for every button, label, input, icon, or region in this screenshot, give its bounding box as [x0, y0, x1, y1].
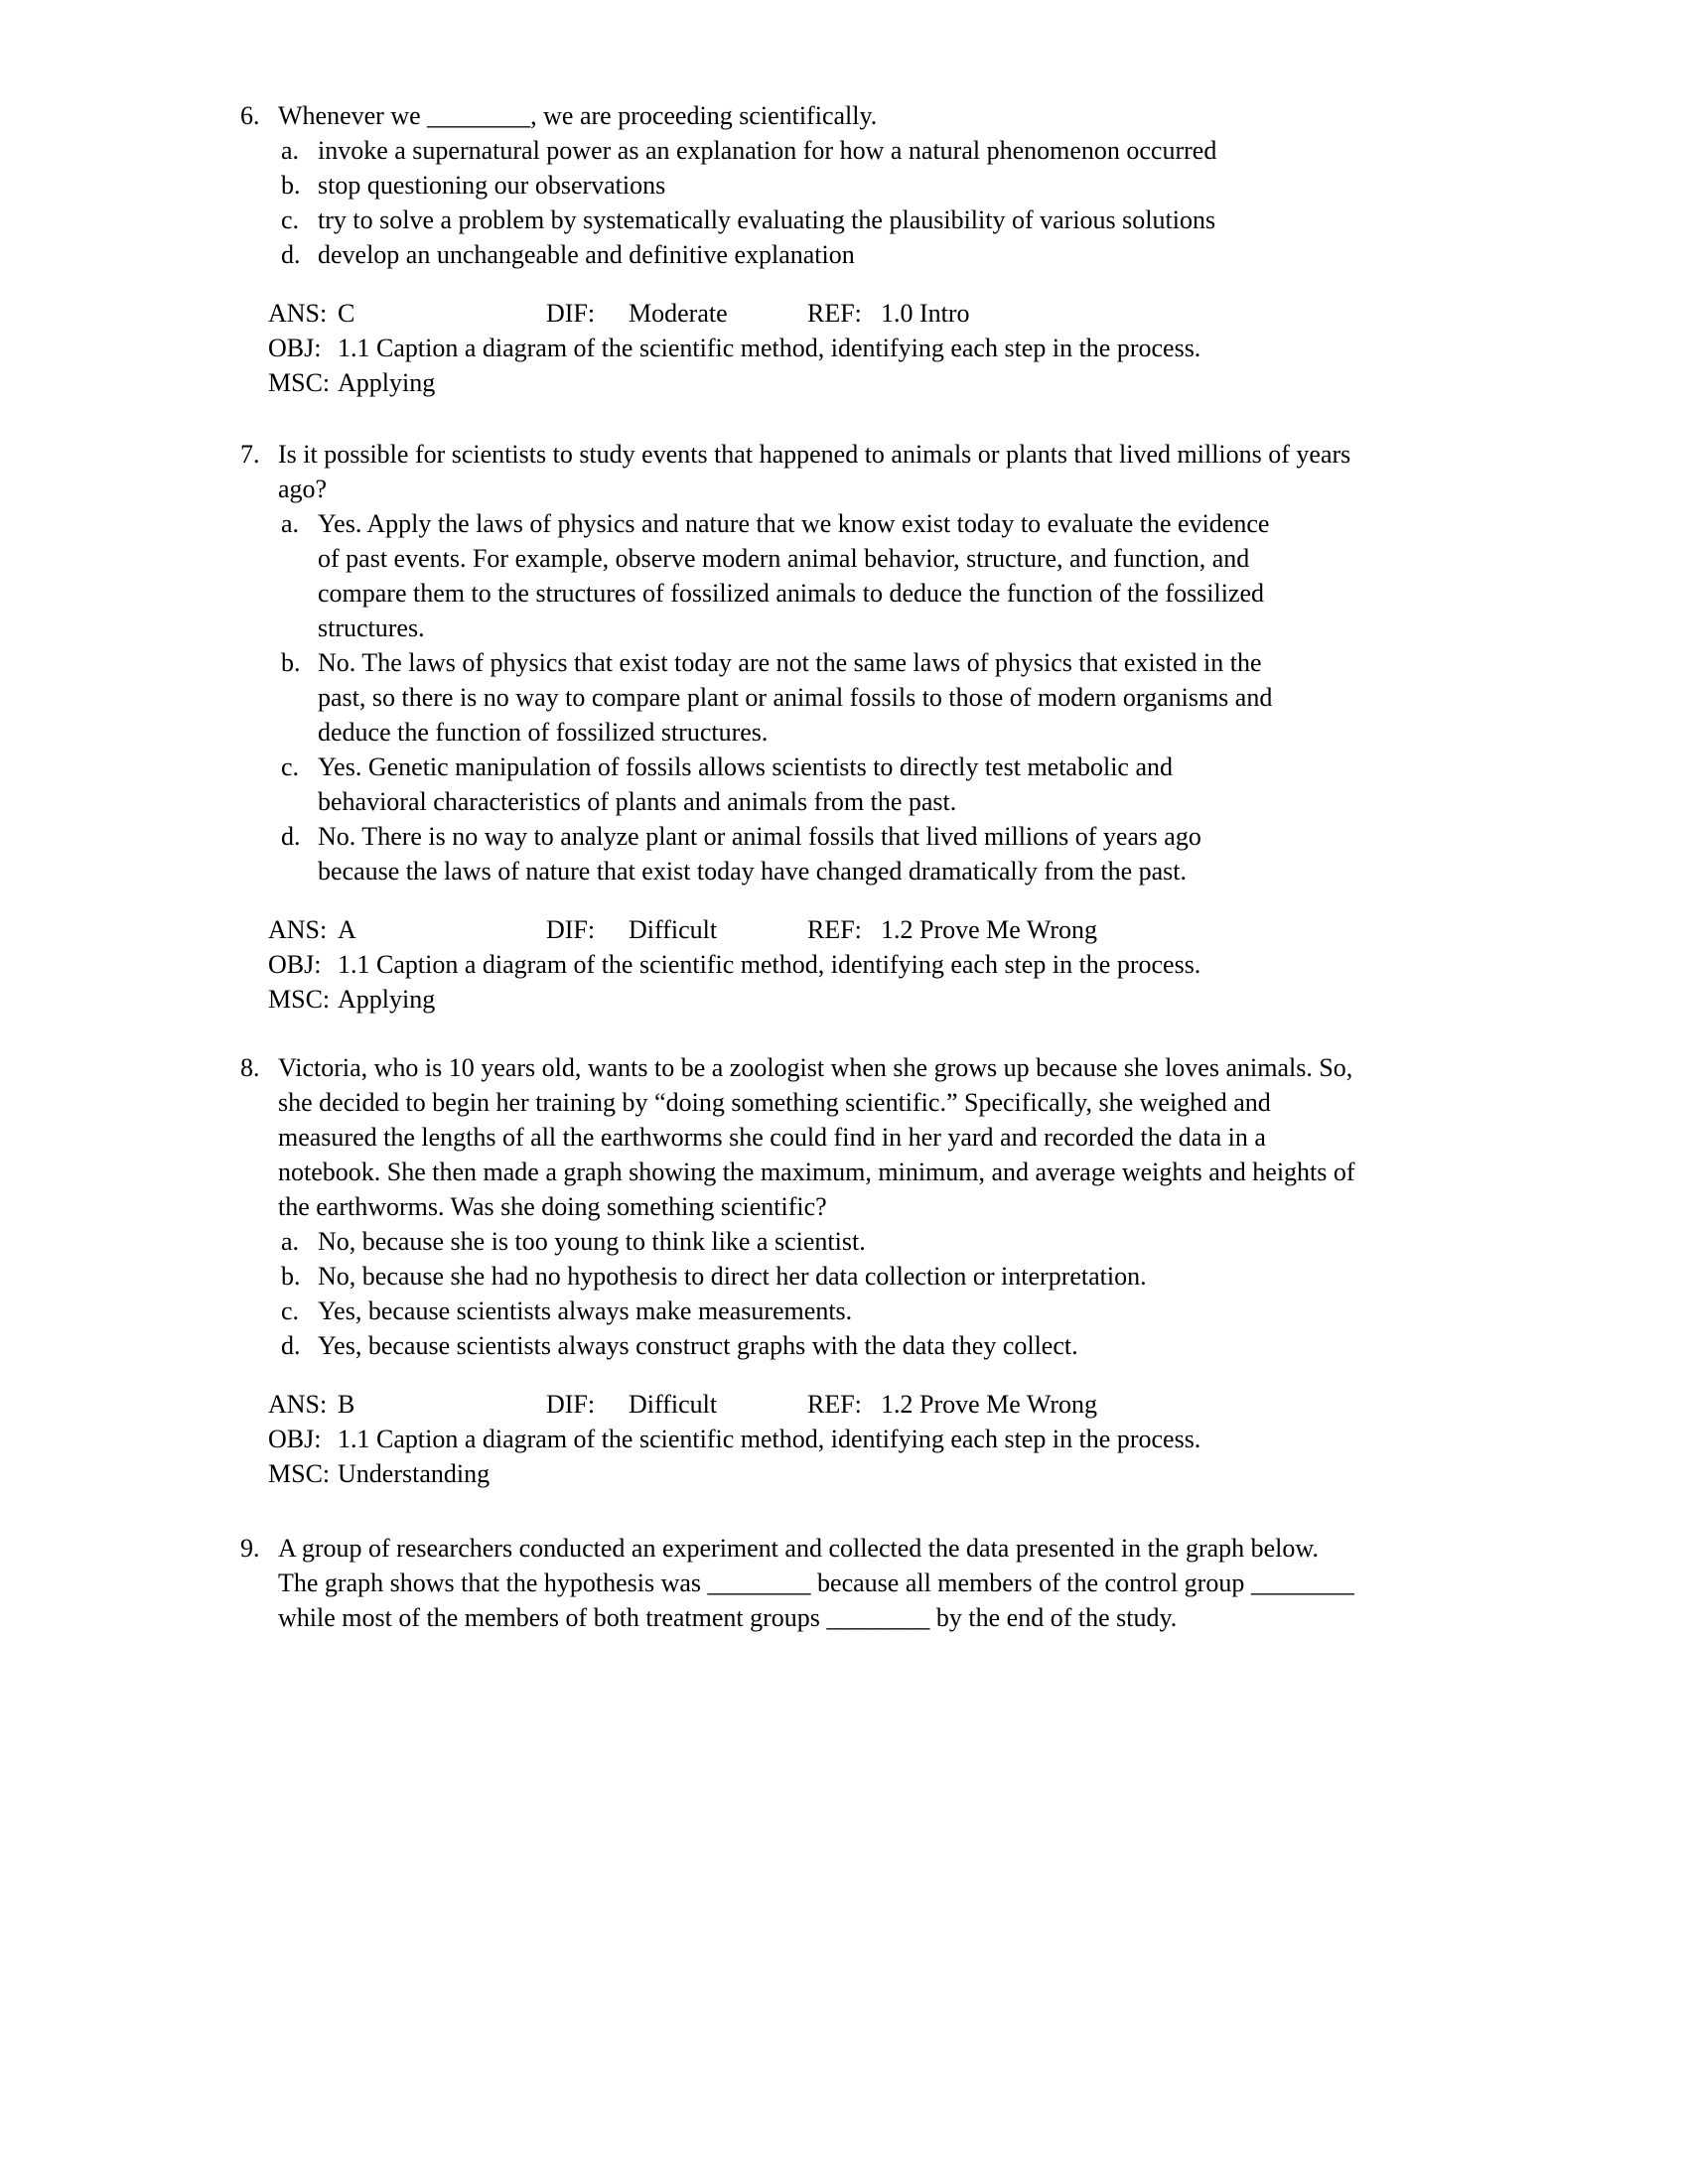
question-text-line: measured the lengths of all the earthworms she could find in her yard and recorded the data in a [278, 1123, 1266, 1152]
ref-label: REF: [807, 299, 862, 328]
dif-value: Difficult [629, 915, 718, 944]
question-number: 7. [240, 440, 260, 469]
question-text-line: Whenever we ________, we are proceeding scientifically. [278, 101, 878, 130]
question-first-line [240, 437, 1571, 472]
option-text-line: No. There is no way to analyze plant or animal fossils that lived millions of years ago [318, 822, 1201, 851]
option-row [240, 237, 1571, 272]
option-letter: a. [281, 136, 300, 165]
question-text-line: notebook. She then made a graph showing the maximum, minimum, and average weights and heights of [278, 1158, 1355, 1186]
msc-row [240, 1456, 1571, 1491]
ref-value: 1.2 Prove Me Wrong [881, 915, 1098, 944]
msc-row [240, 365, 1571, 400]
option-row [240, 506, 1571, 541]
option-text-line: deduce the function of fossilized structures. [318, 718, 769, 747]
question-block [240, 98, 1571, 400]
option-text-line: compare them to the structures of fossilized animals to deduce the function of the fossilized [318, 579, 1265, 608]
question-text-line: Victoria, who is 10 years old, wants to be a zoologist when she grows up because she loves animals. So, [278, 1053, 1353, 1082]
question-text-line: ago? [278, 475, 328, 503]
dif-label: DIF: [546, 915, 596, 944]
option-text-line: No. The laws of physics that exist today are not the same laws of physics that existed in the [318, 648, 1262, 677]
question-text-line: the earthworms. Was she doing something scientific? [278, 1192, 827, 1221]
option-text-line: past, so there is no way to compare plant or animal fossils to those of modern organisms and [318, 683, 1273, 712]
msc-label: MSC: [268, 1459, 331, 1488]
dif-value: Moderate [629, 299, 728, 328]
obj-value: 1.1 Caption a diagram of the scientific method, identifying each step in the process. [338, 334, 1201, 362]
dif-value: Difficult [629, 1390, 718, 1419]
answer-row [240, 1387, 1571, 1422]
option-row [240, 203, 1571, 237]
msc-value: Understanding [338, 1459, 491, 1488]
option-letter: c. [281, 205, 300, 234]
ans-value: C [338, 299, 355, 328]
msc-label: MSC: [268, 985, 331, 1014]
answer-row [240, 296, 1571, 331]
objective-row [240, 331, 1571, 365]
ans-label: ANS: [268, 1390, 328, 1419]
option-text-line: of past events. For example, observe modern animal behavior, structure, and function, and [318, 544, 1250, 573]
option-letter: a. [281, 1227, 300, 1256]
option-row [240, 133, 1571, 168]
ref-value: 1.0 Intro [881, 299, 970, 328]
option-letter: b. [281, 171, 301, 200]
option-text-line: structures. [318, 614, 425, 642]
obj-value: 1.1 Caption a diagram of the scientific method, identifying each step in the process. [338, 1425, 1201, 1453]
option-row [240, 1294, 1571, 1328]
question-text-line: A group of researchers conducted an experiment and collected the data presented in the graph below. [278, 1534, 1319, 1563]
msc-row [240, 982, 1571, 1017]
option-text-line: Yes. Genetic manipulation of fossils allows scientists to directly test metabolic and [318, 752, 1173, 781]
question-first-line [240, 1050, 1571, 1085]
option-row [240, 1259, 1571, 1294]
option-letter: d. [281, 1331, 301, 1360]
option-letter: d. [281, 822, 301, 851]
question-first-line [240, 98, 1571, 133]
msc-value: Applying [338, 985, 436, 1014]
question-text-line: The graph shows that the hypothesis was ________ because all members of the control group ________ [278, 1569, 1354, 1597]
obj-label: OBJ: [268, 334, 322, 362]
answer-row [240, 912, 1571, 947]
option-text-line: try to solve a problem by systematically evaluating the plausibility of various solutions [318, 205, 1216, 234]
option-letter: a. [281, 509, 300, 538]
option-text-line: develop an unchangeable and definitive explanation [318, 240, 855, 269]
option-letter: d. [281, 240, 301, 269]
dif-label: DIF: [546, 1390, 596, 1419]
option-text-line: No, because she had no hypothesis to direct her data collection or interpretation. [318, 1262, 1147, 1291]
ref-label: REF: [807, 1390, 862, 1419]
question-first-line [240, 1531, 1571, 1566]
question-text-line: Is it possible for scientists to study events that happened to animals or plants that lived millions of years [278, 440, 1351, 469]
msc-value: Applying [338, 368, 436, 397]
option-row [240, 1224, 1571, 1259]
objective-row [240, 947, 1571, 982]
option-text-line: behavioral characteristics of plants and animals from the past. [318, 787, 957, 816]
question-text-line: she decided to begin her training by “doing something scientific.” Specifically, she weighed and [278, 1088, 1271, 1117]
option-row [240, 819, 1571, 854]
option-row [240, 168, 1571, 203]
option-letter: b. [281, 1262, 301, 1291]
question-block [240, 1531, 1571, 1635]
ans-label: ANS: [268, 299, 328, 328]
objective-row [240, 1422, 1571, 1456]
option-letter: c. [281, 1297, 300, 1325]
ans-label: ANS: [268, 915, 328, 944]
ref-label: REF: [807, 915, 862, 944]
obj-label: OBJ: [268, 1425, 322, 1453]
option-row [240, 1328, 1571, 1363]
obj-label: OBJ: [268, 950, 322, 979]
question-number: 8. [240, 1053, 260, 1082]
ans-value: A [338, 915, 356, 944]
option-row [240, 750, 1571, 784]
option-row [240, 645, 1571, 680]
option-letter: c. [281, 752, 300, 781]
option-letter: b. [281, 648, 301, 677]
ans-value: B [338, 1390, 355, 1419]
question-block [240, 1050, 1571, 1491]
dif-label: DIF: [546, 299, 596, 328]
obj-value: 1.1 Caption a diagram of the scientific method, identifying each step in the process. [338, 950, 1201, 979]
question-number: 6. [240, 101, 260, 130]
question-text-line: while most of the members of both treatment groups ________ by the end of the study. [278, 1603, 1178, 1632]
option-text-line: No, because she is too young to think like a scientist. [318, 1227, 866, 1256]
msc-label: MSC: [268, 368, 331, 397]
option-text-line: stop questioning our observations [318, 171, 666, 200]
option-text-line: Yes, because scientists always make measurements. [318, 1297, 853, 1325]
ref-value: 1.2 Prove Me Wrong [881, 1390, 1098, 1419]
question-number: 9. [240, 1534, 260, 1563]
option-text-line: invoke a supernatural power as an explanation for how a natural phenomenon occurred [318, 136, 1217, 165]
option-text-line: because the laws of nature that exist today have changed dramatically from the past. [318, 857, 1187, 886]
option-text-line: Yes, because scientists always construct graphs with the data they collect. [318, 1331, 1078, 1360]
question-block [240, 437, 1571, 1017]
option-text-line: Yes. Apply the laws of physics and nature that we know exist today to evaluate the evidence [318, 509, 1270, 538]
